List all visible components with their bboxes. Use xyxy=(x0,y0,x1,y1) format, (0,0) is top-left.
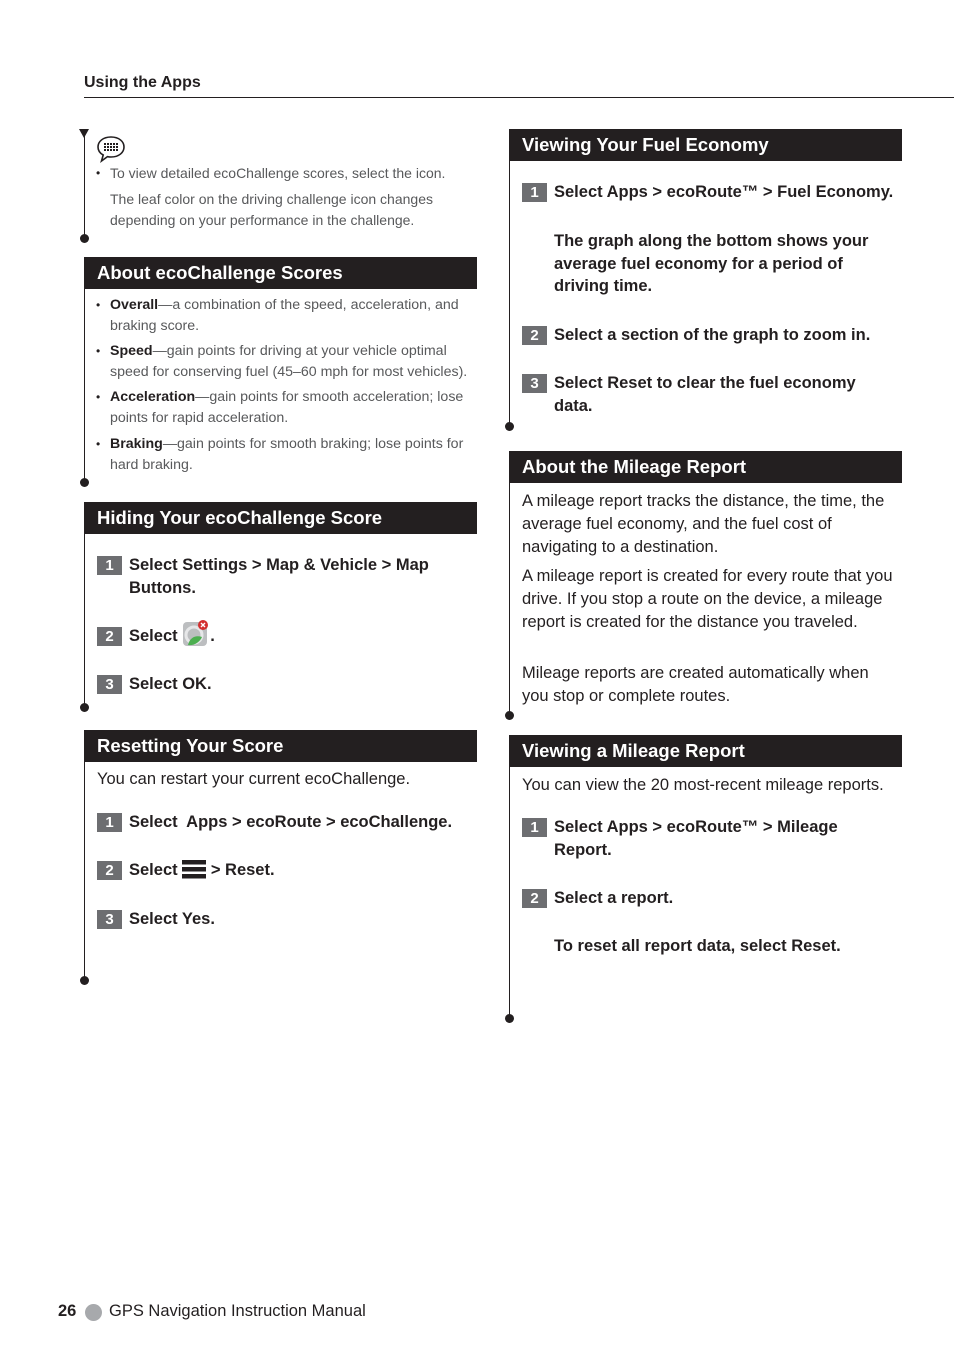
right-rule-3 xyxy=(509,766,510,1019)
rule-end-dot xyxy=(80,976,89,985)
score-desc: —gain points for smooth acceleration; lose points for rapid acceleration. xyxy=(110,389,464,426)
step-text-after: > Reset. xyxy=(210,861,275,879)
step-number: 3 xyxy=(522,374,547,393)
score-desc: —gain points for smooth braking; lose points for hard braking. xyxy=(110,436,464,473)
score-term: Acceleration xyxy=(110,389,196,405)
bullet-marker: • xyxy=(96,437,101,451)
step-number: 2 xyxy=(522,889,547,908)
section-heading-hiding-score: Hiding Your ecoChallenge Score xyxy=(84,502,477,534)
left-rule-1 xyxy=(84,133,85,238)
step-text: Select Yes. xyxy=(129,910,215,928)
left-rule-4 xyxy=(84,762,85,982)
rule-end-dot xyxy=(505,1014,514,1023)
reset-note-suffix: . xyxy=(836,937,841,955)
note-paragraph: The leaf color on the driving challenge icon changes depending on your performance in the challenge. xyxy=(110,191,433,228)
left-rule-3 xyxy=(84,534,85,708)
rule-end-dot xyxy=(505,422,514,431)
bullet-marker: • xyxy=(96,390,101,404)
score-item-braking xyxy=(110,434,478,475)
step-text: Select OK. xyxy=(129,675,212,693)
step-number: 2 xyxy=(97,627,122,646)
step-text: Select Apps > ecoRoute™ > Fuel Economy. xyxy=(554,183,894,201)
step-text: Select a report. xyxy=(554,889,674,907)
step-number: 2 xyxy=(522,326,547,345)
header-rule xyxy=(84,97,954,98)
mileage-paragraph: Mileage reports are created automatically when you stop or complete routes. xyxy=(522,664,869,705)
score-desc: —a combination of the speed, acceleration, and braking score. xyxy=(110,297,459,334)
score-term: Speed xyxy=(110,343,153,359)
mileage-view-intro: You can view the 20 most-recent mileage reports. xyxy=(522,776,884,794)
score-item-speed xyxy=(110,341,478,382)
step-number: 1 xyxy=(522,183,547,202)
section-heading-mileage-about: About the Mileage Report xyxy=(509,451,902,483)
bullet-marker: • xyxy=(96,166,101,180)
step-number: 1 xyxy=(97,813,122,832)
menu-icon xyxy=(182,859,206,879)
section-heading-mileage-view: Viewing a Mileage Report xyxy=(509,735,902,767)
score-item-acceleration xyxy=(110,387,478,428)
score-term: Overall xyxy=(110,297,159,313)
step-text: Select a section of the graph to zoom in. xyxy=(554,326,871,344)
section-heading-about-scores: About ecoChallenge Scores xyxy=(84,257,477,289)
score-term: Braking xyxy=(110,436,163,452)
page-number: 26 xyxy=(58,1302,77,1320)
mileage-paragraph: A mileage report tracks the distance, the time, the average fuel economy, and the fuel cost of navigating to a destination. xyxy=(522,492,885,556)
right-rule-1 xyxy=(509,160,510,427)
reset-note-prefix: To reset all report data, select xyxy=(554,937,792,955)
rule-end-dot xyxy=(80,234,89,243)
resetting-intro: You can restart your current ecoChallenge. xyxy=(97,770,411,788)
step-text xyxy=(129,859,469,882)
step-number: 2 xyxy=(97,861,122,880)
note-bullet-text: To view detailed ecoChallenge scores, select the icon. xyxy=(110,165,446,181)
step-text: Select Reset to clear the fuel economy data. xyxy=(554,374,856,415)
ecochallenge-leaf-icon xyxy=(182,619,210,647)
step-text: Select Apps > ecoRoute™ > Mileage Report. xyxy=(554,818,838,859)
step-number: 1 xyxy=(522,818,547,837)
bullet-marker: • xyxy=(96,344,101,358)
section-heading-resetting-score: Resetting Your Score xyxy=(84,730,477,762)
step-number: 1 xyxy=(97,556,122,575)
score-item-overall xyxy=(110,295,478,336)
right-rule-2 xyxy=(509,483,510,716)
step-text-label: Select xyxy=(129,861,178,879)
step-number: 3 xyxy=(97,675,122,694)
note-speech-icon xyxy=(96,135,126,163)
reset-note-bold: Reset xyxy=(791,937,837,955)
left-rule-2 xyxy=(84,289,85,482)
footer-title: GPS Navigation Instruction Manual xyxy=(109,1302,366,1320)
page-header-title: Using the Apps xyxy=(84,74,201,91)
step-text: Select Apps > ecoRoute > ecoChallenge. xyxy=(129,813,453,831)
bullet-marker: • xyxy=(96,298,101,312)
rule-end-dot xyxy=(505,711,514,720)
step-text-label: Select xyxy=(129,627,178,645)
fuel-economy-note: The graph along the bottom shows your average fuel economy for a period of driving time. xyxy=(554,232,869,295)
step-number: 3 xyxy=(97,910,122,929)
mileage-paragraph: A mileage report is created for every route that you drive. If you stop a route on the device, a mileage report is created for the distance you traveled. xyxy=(522,567,893,631)
section-heading-fuel-economy: Viewing Your Fuel Economy xyxy=(509,129,902,161)
rule-end-dot xyxy=(80,703,89,712)
step-text: Select Settings > Map & Vehicle > Map Buttons. xyxy=(129,556,429,597)
mileage-reset-note xyxy=(554,935,899,958)
step-text xyxy=(129,625,469,648)
score-desc: —gain points for driving at your vehicle optimal speed for conserving fuel (45–60 mph for most vehicles). xyxy=(110,343,468,380)
footer-circle-icon xyxy=(85,1304,102,1321)
rule-end-dot xyxy=(80,478,89,487)
step-text-after: . xyxy=(210,627,215,645)
